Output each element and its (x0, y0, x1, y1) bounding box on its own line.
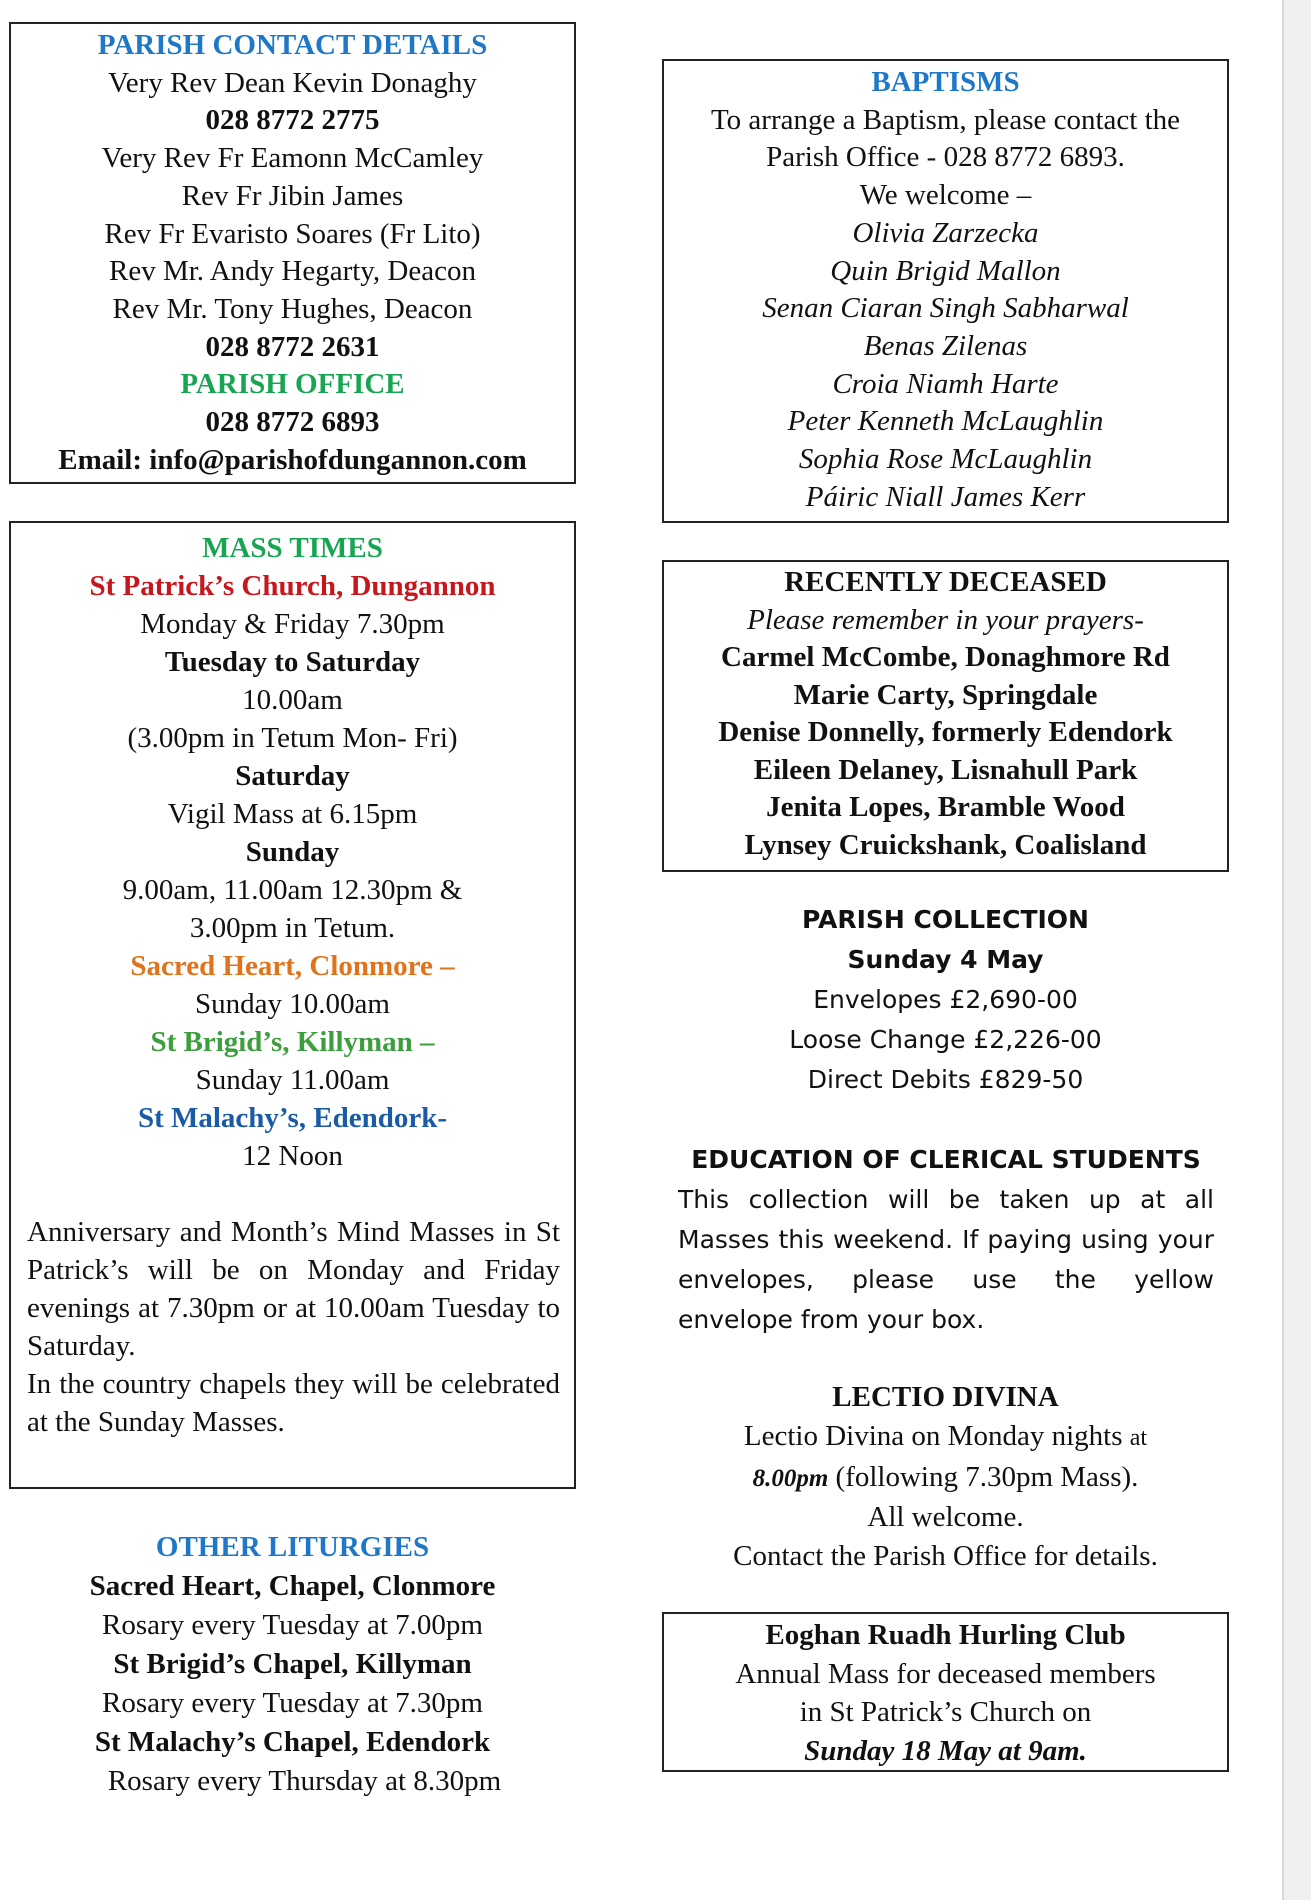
parish-collection-section (662, 900, 1229, 1100)
chapel-name: St Brigid’s Chapel, Killyman (113, 1648, 472, 1680)
contact-phone-dean: 028 8772 2775 (205, 104, 380, 137)
other-liturgies-section (9, 1528, 576, 1801)
baptisms-info: Parish Office - 028 8772 6893. (766, 141, 1125, 174)
mass-time: Monday & Friday 7.30pm (140, 608, 445, 640)
baptism-name: Peter Kenneth McLaughlin (787, 405, 1104, 438)
church-st-patricks: St Patrick’s Church, Dungannon (89, 570, 496, 602)
lectio-time: 8.00pm (752, 1465, 829, 1492)
mass-day: Tuesday to Saturday (164, 646, 421, 678)
mass-times-box (9, 521, 576, 1489)
lectio-line (662, 1417, 1229, 1458)
vertical-scrollbar[interactable] (1282, 0, 1311, 1900)
lectio-text: Lectio Divina on Monday nights (743, 1420, 1130, 1452)
contact-priest: Rev Fr Jibin James (181, 179, 404, 212)
rosary-time: Rosary every Tuesday at 7.00pm (102, 1609, 483, 1641)
chapel-name: Sacred Heart, Chapel, Clonmore (89, 1570, 496, 1602)
mass-time: Vigil Mass at 6.15pm (167, 798, 418, 830)
baptisms-welcome: We welcome – (859, 179, 1032, 212)
baptism-name: Olivia Zarzecka (852, 216, 1039, 249)
baptism-name: Quin Brigid Mallon (830, 254, 1061, 287)
lectio-text-small: at (1129, 1425, 1148, 1451)
chapel-name: St Malachy’s Chapel, Edendork (94, 1726, 491, 1758)
deceased-name: Lynsey Cruickshank, Coalisland (744, 828, 1147, 861)
hurling-club-box (662, 1612, 1229, 1772)
baptism-name: Benas Zilenas (863, 329, 1028, 362)
mass-time: Sunday 11.00am (195, 1064, 390, 1096)
contact-priest: Rev Fr Evaristo Soares (Fr Lito) (104, 217, 481, 250)
contact-phone-priests: 028 8772 2631 (205, 330, 380, 363)
education-heading: EDUCATION OF CLERICAL STUDENTS (691, 1145, 1201, 1174)
contact-priest: Very Rev Fr Eamonn McCamley (101, 142, 484, 175)
collection-amount: Direct Debits £829-50 (807, 1065, 1084, 1094)
deceased-heading: RECENTLY DECEASED (784, 566, 1107, 598)
mass-time: 10.00am (242, 684, 343, 716)
collection-amount: Envelopes £2,690-00 (813, 985, 1078, 1014)
hurling-date: Sunday 18 May at 9am. (804, 1734, 1087, 1767)
rosary-time: Rosary every Tuesday at 7.30pm (102, 1687, 483, 1719)
lectio-divina-section (662, 1378, 1229, 1576)
baptisms-heading: BAPTISMS (871, 66, 1020, 98)
lectio-heading: LECTIO DIVINA (832, 1381, 1059, 1413)
contact-dean: Very Rev Dean Kevin Donaghy (108, 66, 477, 99)
parish-office-phone: 028 8772 6893 (205, 406, 380, 439)
mass-times-heading: MASS TIMES (202, 532, 383, 564)
collection-date: Sunday 4 May (847, 945, 1044, 974)
country-chapels-note: In the country chapels they will be celebrated at the Sunday Masses. (27, 1368, 560, 1438)
lectio-text: (following 7.30pm Mass). (828, 1461, 1139, 1493)
hurling-text: Annual Mass for deceased members (735, 1657, 1156, 1690)
parish-email: Email: info@parishofdungannon.com (58, 443, 527, 476)
lectio-welcome: All welcome. (867, 1501, 1024, 1533)
education-text: This collection will be taken up at all Masses this weekend. If paying using your envelopes, please use the yellow envelope from your box. (678, 1185, 1214, 1334)
mass-day: Sunday (245, 836, 340, 868)
anniversary-masses-note: Anniversary and Month’s Mind Masses in St Patrick’s will be on Monday and Friday evenings at 7.30pm or at 10.00am Tuesday to Saturday. (27, 1216, 560, 1362)
parish-contact-box (9, 22, 576, 484)
deceased-name: Carmel McCombe, Donaghmore Rd (721, 641, 1170, 673)
contact-deacon: Rev Mr. Andy Hegarty, Deacon (109, 255, 476, 288)
recently-deceased-box (662, 560, 1229, 872)
baptism-name: Sophia Rose McLaughlin (798, 443, 1093, 476)
mass-time: 12 Noon (242, 1140, 343, 1172)
collection-heading: PARISH COLLECTION (802, 905, 1089, 934)
mass-time: 3.00pm in Tetum. (189, 912, 396, 944)
collection-amount: Loose Change £2,226-00 (789, 1025, 1102, 1054)
baptisms-box (662, 59, 1229, 523)
education-section (678, 1140, 1214, 1340)
deceased-name: Eileen Delaney, Lisnahull Park (753, 753, 1138, 786)
baptism-name: Senan Ciaran Singh Sabharwal (762, 292, 1129, 325)
lectio-contact: Contact the Parish Office for details. (733, 1540, 1158, 1572)
deceased-name: Jenita Lopes, Bramble Wood (766, 791, 1125, 823)
contact-heading: PARISH CONTACT DETAILS (97, 29, 488, 61)
baptism-name: Páiric Niall James Kerr (805, 480, 1086, 513)
other-liturgies-heading: OTHER LITURGIES (155, 1531, 430, 1563)
hurling-text: in St Patrick’s Church on (799, 1696, 1092, 1728)
lectio-line (662, 1458, 1229, 1498)
church-st-malachys: St Malachy’s, Edendork- (137, 1102, 448, 1134)
parish-office-heading: PARISH OFFICE (180, 368, 405, 401)
rosary-time: Rosary every Thursday at 8.30pm (107, 1765, 502, 1797)
church-sacred-heart: Sacred Heart, Clonmore – (130, 950, 455, 982)
baptisms-info: To arrange a Baptism, please contact the (710, 103, 1181, 136)
deceased-subheading: Please remember in your prayers- (747, 603, 1144, 636)
mass-time: 9.00am, 11.00am 12.30pm & (122, 874, 463, 906)
deceased-name: Denise Donnelly, formerly Edendork (718, 716, 1173, 748)
baptism-name: Croia Niamh Harte (832, 367, 1059, 400)
church-st-brigids: St Brigid’s, Killyman – (150, 1026, 435, 1058)
contact-deacon: Rev Mr. Tony Hughes, Deacon (112, 292, 473, 325)
deceased-name: Marie Carty, Springdale (793, 678, 1098, 711)
mass-time: Sunday 10.00am (195, 988, 390, 1020)
hurling-heading: Eoghan Ruadh Hurling Club (765, 1619, 1126, 1651)
mass-time: (3.00pm in Tetum Mon- Fri) (127, 722, 458, 754)
mass-day: Saturday (235, 760, 350, 792)
